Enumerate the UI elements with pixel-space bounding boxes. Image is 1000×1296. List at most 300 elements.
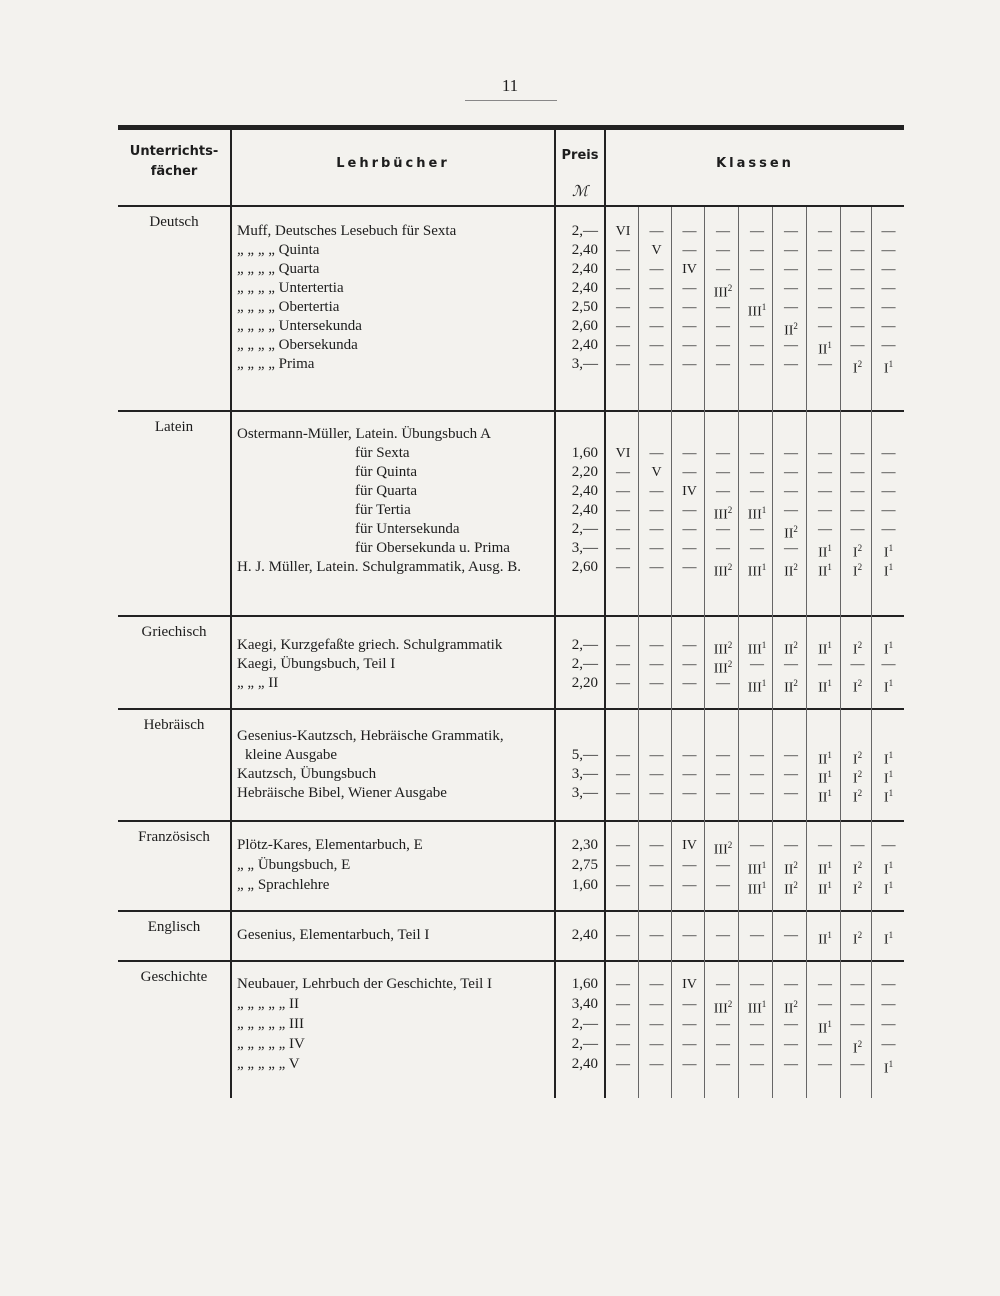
class-cell: — (850, 465, 865, 480)
price-cell: 2,— (571, 1036, 598, 1052)
subject-cell: Hebräisch (143, 717, 205, 733)
price-cell: 2,20 (571, 464, 598, 480)
class-cell: — (616, 638, 630, 653)
class-column-rule (840, 207, 841, 1098)
class-cell: — (850, 243, 865, 258)
class-column-rule (671, 207, 672, 1098)
class-cell: — (881, 977, 896, 992)
class-cell: VI (615, 224, 631, 239)
class-cell: — (784, 657, 798, 672)
price-cell: 2,75 (571, 857, 598, 873)
class-cell: — (649, 446, 664, 461)
class-cell: $I^1$ (883, 359, 894, 377)
class-cell: — (616, 1017, 630, 1032)
class-cell: — (784, 281, 798, 296)
table-row (0, 539, 1000, 561)
table-row (0, 501, 1000, 523)
class-cell: — (649, 657, 664, 672)
page-number-rule (465, 100, 557, 101)
table-row (0, 926, 1000, 948)
class-cell: — (616, 748, 630, 763)
price-cell: 1,60 (571, 445, 598, 461)
class-cell: $II^1$ (818, 562, 832, 580)
class-cell: — (682, 1017, 697, 1032)
class-cell: — (616, 503, 630, 518)
header-classes: Klassen (716, 156, 794, 171)
table-row (0, 1035, 1000, 1055)
table-row (0, 784, 1000, 806)
class-cell: — (850, 281, 865, 296)
class-cell: — (649, 767, 664, 782)
class-cell: — (881, 1017, 896, 1032)
price-cell: 2,40 (571, 242, 598, 258)
class-cell: $I^2$ (852, 880, 863, 898)
class-cell: — (682, 748, 697, 763)
header-books: Lehrbücher (336, 156, 450, 171)
class-cell: — (649, 541, 664, 556)
class-cell: — (716, 1017, 730, 1032)
class-cell: — (616, 522, 630, 537)
class-cell: — (784, 1037, 798, 1052)
class-cell: $II^1$ (818, 930, 832, 948)
class-cell: $I^1$ (883, 860, 894, 878)
class-cell: — (818, 319, 832, 334)
class-cell: — (881, 997, 896, 1012)
class-cell: — (616, 465, 630, 480)
class-cell: III$^2$ (713, 505, 733, 523)
class-cell: — (716, 977, 730, 992)
class-cell: — (818, 1037, 832, 1052)
price-cell: 3,— (571, 766, 598, 782)
class-cell: IV (682, 977, 697, 992)
class-cell: $II^1$ (818, 678, 832, 696)
class-cell: — (716, 243, 730, 258)
class-cell: — (682, 224, 697, 239)
class-cell: — (649, 928, 664, 943)
class-cell: — (682, 997, 697, 1012)
class-cell: — (818, 446, 832, 461)
price-cell: 2,40 (571, 280, 598, 296)
table-row (0, 765, 1000, 787)
class-cell: — (784, 338, 798, 353)
book-title: für Sexta (355, 445, 410, 461)
class-cell: III$^1$ (747, 505, 767, 523)
class-cell: III$^1$ (747, 999, 767, 1017)
class-cell: $II^1$ (818, 880, 832, 898)
class-cell: $I^2$ (852, 640, 863, 658)
class-cell: — (682, 676, 697, 691)
class-cell: — (881, 522, 896, 537)
book-title: kleine Ausgabe (245, 747, 338, 763)
table-row (0, 856, 1000, 876)
class-cell: — (716, 858, 730, 873)
table-row (0, 520, 1000, 542)
class-cell: — (716, 1057, 730, 1072)
class-cell: — (818, 1057, 832, 1072)
subject-cell: Griechisch (141, 624, 207, 640)
class-cell: — (682, 928, 697, 943)
class-cell: $II^2$ (784, 678, 798, 696)
class-cell: — (616, 281, 630, 296)
class-column-rule (871, 207, 872, 1098)
class-cell: — (750, 977, 764, 992)
class-cell: $II^2$ (784, 640, 798, 658)
column-rule (230, 130, 232, 1098)
section-rule (118, 615, 904, 617)
class-cell: — (784, 748, 798, 763)
class-cell: $I^1$ (883, 788, 894, 806)
class-cell: — (716, 357, 730, 372)
book-title: „ „ „ „ Quinta (237, 242, 320, 258)
class-cell: — (850, 522, 865, 537)
column-rule (554, 130, 556, 1098)
class-cell: — (682, 1037, 697, 1052)
class-cell: — (716, 878, 730, 893)
class-cell: $I^2$ (852, 562, 863, 580)
class-cell: — (649, 1017, 664, 1032)
class-cell: $II^1$ (818, 769, 832, 787)
class-cell: $I^1$ (883, 678, 894, 696)
table-row (0, 746, 1000, 768)
class-cell: — (682, 357, 697, 372)
price-cell: 2,40 (571, 502, 598, 518)
class-cell: — (818, 465, 832, 480)
class-cell: — (682, 300, 697, 315)
class-cell: — (784, 484, 798, 499)
class-cell: — (649, 560, 664, 575)
class-cell: — (716, 676, 730, 691)
class-cell: — (750, 1037, 764, 1052)
class-cell: $I^2$ (852, 359, 863, 377)
price-cell: 2,— (571, 223, 598, 239)
class-cell: — (750, 319, 764, 334)
class-cell: — (784, 838, 798, 853)
price-cell: 1,60 (571, 976, 598, 992)
class-cell: — (716, 262, 730, 277)
book-title: „ „ „ II (237, 675, 279, 691)
class-cell: $I^2$ (852, 930, 863, 948)
table-row (0, 241, 1000, 260)
class-cell: — (881, 281, 896, 296)
class-cell: — (649, 1037, 664, 1052)
class-cell: — (784, 300, 798, 315)
class-cell: — (616, 786, 630, 801)
class-cell: — (649, 748, 664, 763)
class-cell: — (682, 1057, 697, 1072)
class-column-rule (638, 207, 639, 1098)
class-cell: — (784, 786, 798, 801)
table-row (0, 674, 1000, 696)
class-cell: $I^2$ (852, 769, 863, 787)
class-cell: $I^1$ (883, 1059, 894, 1077)
class-cell: — (616, 878, 630, 893)
class-cell: — (682, 446, 697, 461)
class-cell: — (616, 997, 630, 1012)
class-cell: — (649, 977, 664, 992)
column-rule (604, 130, 606, 1098)
class-cell: — (750, 338, 764, 353)
class-cell: — (881, 838, 896, 853)
book-title: Kaegi, Kurzgefaßte griech. Schulgrammatik (237, 637, 503, 653)
book-title: Muff, Deutsches Lesebuch für Sexta (237, 223, 457, 239)
class-cell: $I^2$ (852, 788, 863, 806)
class-cell: — (784, 767, 798, 782)
class-cell: — (649, 503, 664, 518)
header-currency: ℳ (571, 184, 589, 200)
class-cell: — (649, 997, 664, 1012)
price-cell: 2,— (571, 1016, 598, 1032)
class-cell: $II^2$ (784, 860, 798, 878)
table-row (0, 355, 1000, 377)
class-cell: $II^1$ (818, 750, 832, 768)
class-cell: — (750, 786, 764, 801)
section-rule (118, 820, 904, 822)
class-cell: — (784, 541, 798, 556)
class-cell: — (682, 281, 697, 296)
page-number: 11 (501, 76, 519, 95)
price-cell: 2,50 (571, 299, 598, 315)
class-cell: III$^1$ (747, 640, 767, 658)
table-row (0, 876, 1000, 896)
class-cell: — (682, 786, 697, 801)
class-cell: — (784, 243, 798, 258)
class-cell: V (651, 465, 662, 480)
class-cell: IV (682, 838, 697, 853)
class-cell: III$^2$ (713, 999, 733, 1017)
book-title: „ „ „ „ Prima (237, 356, 315, 372)
class-cell: $I^2$ (852, 543, 863, 561)
price-cell: 2,— (571, 656, 598, 672)
book-title: Plötz-Kares, Elementarbuch, E (237, 837, 423, 853)
class-cell: IV (682, 262, 697, 277)
book-title: „ „ „ „ Untersekunda (237, 318, 362, 334)
header-subject: Unterrichts- fächer (129, 144, 219, 179)
table-row (0, 836, 1000, 856)
class-cell: — (850, 977, 865, 992)
class-cell: $I^1$ (883, 750, 894, 768)
class-cell: — (750, 446, 764, 461)
class-cell: — (850, 997, 865, 1012)
class-cell: — (649, 484, 664, 499)
class-cell: — (682, 503, 697, 518)
class-cell: IV (682, 484, 697, 499)
class-cell: — (750, 1057, 764, 1072)
class-cell: — (784, 977, 798, 992)
table-row (0, 279, 1000, 301)
class-cell: III$^1$ (747, 562, 767, 580)
class-cell: — (649, 858, 664, 873)
class-cell: — (682, 560, 697, 575)
class-cell: $II^1$ (818, 640, 832, 658)
table-row (0, 636, 1000, 658)
class-cell: — (750, 484, 764, 499)
price-cell: 2,40 (571, 337, 598, 353)
class-cell: — (716, 522, 730, 537)
price-cell: 2,30 (571, 837, 598, 853)
section-rule (118, 205, 904, 207)
class-cell: — (716, 1037, 730, 1052)
class-cell: — (616, 838, 630, 853)
table-row (0, 655, 1000, 677)
class-cell: — (616, 858, 630, 873)
class-cell: — (850, 338, 865, 353)
class-cell: — (750, 224, 764, 239)
class-cell: — (616, 767, 630, 782)
class-cell: — (750, 838, 764, 853)
class-cell: — (716, 541, 730, 556)
section-rule (118, 410, 904, 412)
class-cell: — (616, 928, 630, 943)
class-cell: — (649, 1057, 664, 1072)
class-cell: — (750, 357, 764, 372)
book-title: „ „ „ „ „ IV (237, 1036, 305, 1052)
class-cell: — (716, 465, 730, 480)
class-cell: — (716, 786, 730, 801)
book-title: für Tertia (355, 502, 411, 518)
class-cell: — (616, 560, 630, 575)
class-cell: — (750, 1017, 764, 1032)
book-title: „ „ „ „ „ III (237, 1016, 305, 1032)
class-cell: — (784, 1057, 798, 1072)
table-row (0, 1015, 1000, 1035)
price-cell: 2,40 (571, 1056, 598, 1072)
class-cell: — (649, 262, 664, 277)
class-cell: $I^1$ (883, 543, 894, 561)
class-cell: — (881, 1037, 896, 1052)
class-cell: — (784, 928, 798, 943)
class-cell: — (750, 243, 764, 258)
class-column-rule (772, 207, 773, 1098)
class-cell: — (818, 357, 832, 372)
price-cell: 3,— (571, 356, 598, 372)
class-cell: $I^2$ (852, 750, 863, 768)
class-cell: — (881, 319, 896, 334)
class-cell: — (649, 300, 664, 315)
subject-cell: Deutsch (149, 214, 199, 230)
class-cell: III$^1$ (747, 678, 767, 696)
class-cell: — (818, 243, 832, 258)
class-cell: — (682, 657, 697, 672)
book-title: „ „ „ „ Obertertia (237, 299, 340, 315)
class-cell: $II^1$ (818, 340, 832, 358)
table-top-rule (118, 125, 904, 130)
book-title: „ „ „ „ „ V (237, 1056, 300, 1072)
class-cell: VI (615, 446, 631, 461)
class-cell: — (784, 465, 798, 480)
class-cell: — (750, 465, 764, 480)
book-title: „ „ „ „ „ II (237, 996, 300, 1012)
class-cell: — (881, 243, 896, 258)
class-cell: — (616, 541, 630, 556)
class-cell: — (818, 281, 832, 296)
class-cell: — (616, 1037, 630, 1052)
class-cell: — (750, 748, 764, 763)
class-cell: — (850, 1057, 865, 1072)
class-cell: — (716, 767, 730, 782)
class-cell: — (716, 748, 730, 763)
class-cell: III$^2$ (713, 659, 733, 677)
book-title: Kautzsch, Übungsbuch (237, 766, 377, 782)
class-cell: — (716, 446, 730, 461)
class-cell: — (818, 977, 832, 992)
class-cell: — (716, 484, 730, 499)
price-cell: 2,40 (571, 483, 598, 499)
class-cell: $II^2$ (784, 880, 798, 898)
book-title: für Quarta (355, 483, 418, 499)
class-cell: — (616, 977, 630, 992)
class-cell: — (881, 465, 896, 480)
class-cell: — (818, 224, 832, 239)
class-cell: $II^2$ (784, 321, 798, 339)
book-title: für Untersekunda (355, 521, 460, 537)
class-cell: III$^1$ (747, 880, 767, 898)
class-cell: — (818, 300, 832, 315)
class-cell: — (616, 484, 630, 499)
class-cell: $II^2$ (784, 524, 798, 542)
class-cell: — (818, 997, 832, 1012)
class-cell: — (616, 262, 630, 277)
class-cell: — (818, 262, 832, 277)
class-cell: — (682, 767, 697, 782)
class-cell: — (881, 338, 896, 353)
book-title: Kaegi, Übungsbuch, Teil I (237, 656, 396, 672)
book-title: „ „ Übungsbuch, E (237, 857, 351, 873)
class-cell: V (651, 243, 662, 258)
class-cell: $I^1$ (883, 640, 894, 658)
class-cell: III$^2$ (713, 840, 733, 858)
class-cell: — (616, 300, 630, 315)
class-cell: — (682, 243, 697, 258)
class-cell: $II^2$ (784, 999, 798, 1017)
class-cell: $I^1$ (883, 930, 894, 948)
table-row (0, 727, 1000, 746)
class-cell: — (716, 319, 730, 334)
price-cell: 2,— (571, 521, 598, 537)
class-cell: — (649, 786, 664, 801)
class-cell: $II^2$ (784, 562, 798, 580)
class-cell: — (649, 522, 664, 537)
book-title: Neubauer, Lehrbuch der Geschichte, Teil I (237, 976, 493, 992)
book-title: Hebräische Bibel, Wiener Ausgabe (237, 785, 447, 801)
class-cell: — (649, 878, 664, 893)
class-cell: $II^1$ (818, 543, 832, 561)
table-row (0, 260, 1000, 279)
class-cell: — (881, 262, 896, 277)
price-cell: 3,— (571, 785, 598, 801)
class-column-rule (704, 207, 705, 1098)
class-cell: — (850, 657, 865, 672)
class-cell: — (818, 503, 832, 518)
book-title: für Obersekunda u. Prima (355, 540, 510, 556)
class-cell: III$^1$ (747, 860, 767, 878)
table-row (0, 222, 1000, 241)
book-title: „ „ „ „ Quarta (237, 261, 320, 277)
class-cell: $II^1$ (818, 788, 832, 806)
class-cell: — (616, 338, 630, 353)
class-cell: — (716, 224, 730, 239)
class-cell: — (682, 878, 697, 893)
class-cell: — (649, 838, 664, 853)
class-cell: — (784, 262, 798, 277)
price-cell: 3,40 (571, 996, 598, 1012)
class-cell: — (616, 1057, 630, 1072)
class-cell: — (850, 224, 865, 239)
book-title: Gesenius-Kautzsch, Hebräische Grammatik, (237, 728, 504, 744)
class-cell: — (750, 541, 764, 556)
class-cell: — (750, 928, 764, 943)
class-cell: — (881, 657, 896, 672)
book-title: H. J. Müller, Latein. Schulgrammatik, Ausg. B. (237, 559, 521, 575)
